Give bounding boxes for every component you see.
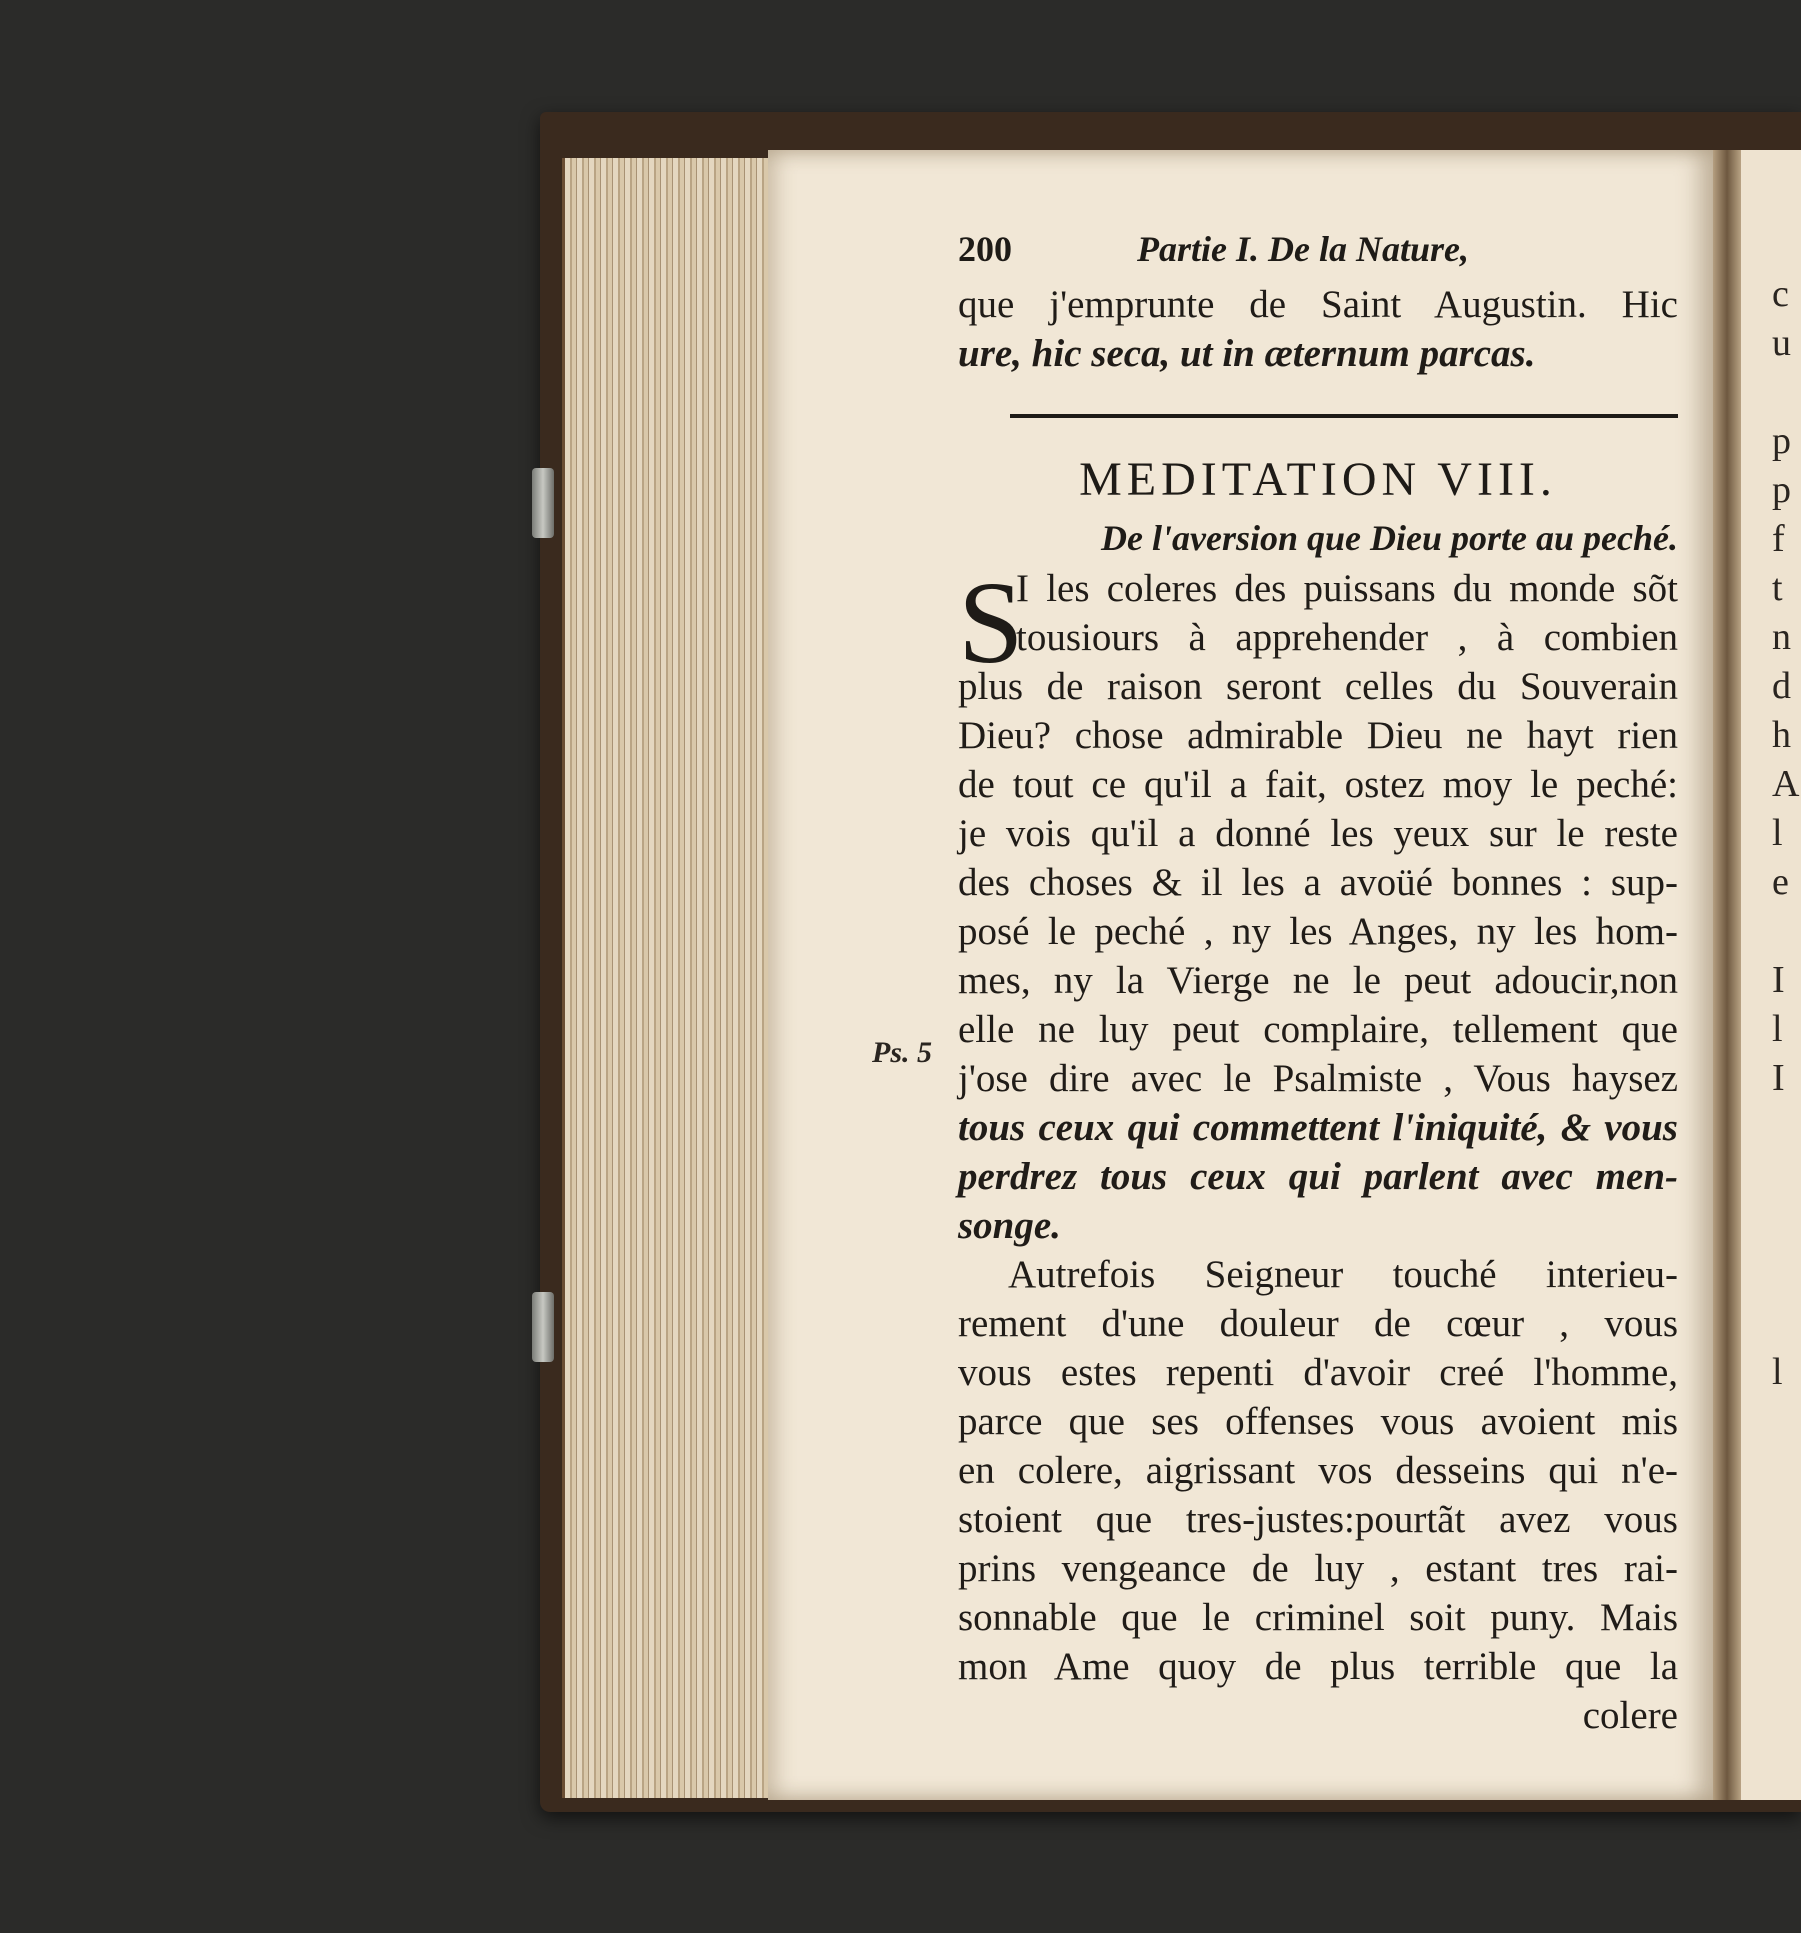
margin-note: Ps. 5 [872, 1036, 932, 1069]
text-line: plus de raison seront celles du Souverain [958, 665, 1678, 708]
text-line: je vois qu'il a donné les yeux sur le reste [958, 812, 1678, 855]
meditation-title: MEDITATION VIII. [1079, 453, 1557, 506]
text-line: vous estes repenti d'avoir creé l'homme, [958, 1351, 1678, 1394]
right-page-fragment: c [1772, 273, 1789, 315]
running-header [958, 228, 1678, 280]
text-line: rement d'une douleur de cœur , vous [958, 1302, 1678, 1345]
right-page-fragment [1772, 907, 1801, 956]
text-line: mon Ame quoy de plus terrible que la [958, 1645, 1678, 1688]
right-page-fragment: I [1772, 1057, 1785, 1099]
paragraph-1 [958, 557, 1678, 1250]
right-page-fragment: A [1772, 763, 1800, 805]
text-line: perdrez tous ceux qui parlent avec men- [958, 1155, 1678, 1198]
section-rule [1010, 414, 1678, 424]
page-edges [562, 158, 773, 1798]
right-page-fragment [1772, 368, 1801, 417]
text-line: de tout ce qu'il a fait, ostez moy le peché: [958, 763, 1678, 806]
text-line: ure, hic seca, ut in æternum parcas. [958, 332, 1536, 375]
right-page-fragment [1772, 1446, 1801, 1495]
text-line: Autrefois Seigneur touché interieu- [1008, 1253, 1678, 1296]
right-page-fragment: I [1772, 959, 1785, 1001]
text-line: posé le peché , ny les Anges, ny les hom- [958, 910, 1678, 953]
right-page-fragment [1772, 1299, 1801, 1348]
text-line: elle ne luy peut complaire, tellement que [958, 1008, 1678, 1051]
page-number: 200 [958, 229, 1012, 269]
drop-cap: S [958, 557, 1024, 688]
right-page-fragment: l [1772, 1351, 1783, 1393]
text-line: mes, ny la Vierge ne le peut adoucir,non [958, 959, 1678, 1002]
catchword: colere [1582, 1694, 1678, 1737]
text-line: Dieu? chose admirable Dieu ne hayt rien [958, 714, 1678, 757]
right-page-fragment [1772, 1103, 1801, 1152]
right-page-fragment: t [1772, 567, 1783, 609]
right-page-fragment: p [1772, 420, 1791, 462]
text-line: I les coleres des puissans du monde sõt [1016, 567, 1678, 610]
right-page-fragment [1772, 1250, 1801, 1299]
text-line: tousiours à apprehender , à combien [1016, 616, 1678, 659]
opening-lines [958, 280, 1678, 378]
gutter [1713, 150, 1741, 1800]
text-line: que j'emprunte de Saint Augustin. Hic [958, 283, 1678, 326]
text-line: stoient que tres-justes:pourtãt avez vous [958, 1498, 1678, 1541]
right-page-fragment [1772, 1397, 1801, 1446]
text-line: parce que ses offenses vous avoient mis [958, 1400, 1678, 1443]
text-line: prins vengeance de luy , estant tres rai- [958, 1547, 1678, 1590]
right-page-fragment: f [1772, 518, 1785, 560]
clasp-bottom [532, 1292, 554, 1362]
paragraph-2 [958, 1250, 1678, 1691]
right-page-fragment: e [1772, 861, 1789, 903]
text-line: j'ose dire avec le Psalmiste , Vous haysez [958, 1057, 1678, 1100]
running-title: Partie I. De la Nature, [1137, 229, 1469, 269]
meditation-subtitle: De l'aversion que Dieu porte au peché. [1101, 518, 1678, 558]
page-text [958, 228, 1678, 1740]
right-page-fragment: h [1772, 714, 1791, 756]
text-line: des choses & il les a avoüé bonnes : sup- [958, 861, 1678, 904]
text-line: en colere, aigrissant vos desseins qui n'e- [958, 1449, 1678, 1492]
text-line: songe. [958, 1204, 1061, 1247]
right-page-fragment: n [1772, 616, 1791, 658]
right-page-fragment: d [1772, 665, 1791, 707]
right-page-fragment: l [1772, 1008, 1783, 1050]
text-line: tous ceux qui commettent l'iniquité, & vous [958, 1106, 1678, 1149]
right-page-fragment [1772, 1152, 1801, 1201]
right-page-fragment: l [1772, 812, 1783, 854]
right-page-fragment: p [1772, 469, 1791, 511]
text-line: sonnable que le criminel soit puny. Mais [958, 1596, 1678, 1639]
right-page-fragments [1772, 270, 1801, 1495]
right-page-fragment: u [1772, 322, 1791, 364]
right-page-fragment [1772, 1201, 1801, 1250]
clasp-top [532, 468, 554, 538]
